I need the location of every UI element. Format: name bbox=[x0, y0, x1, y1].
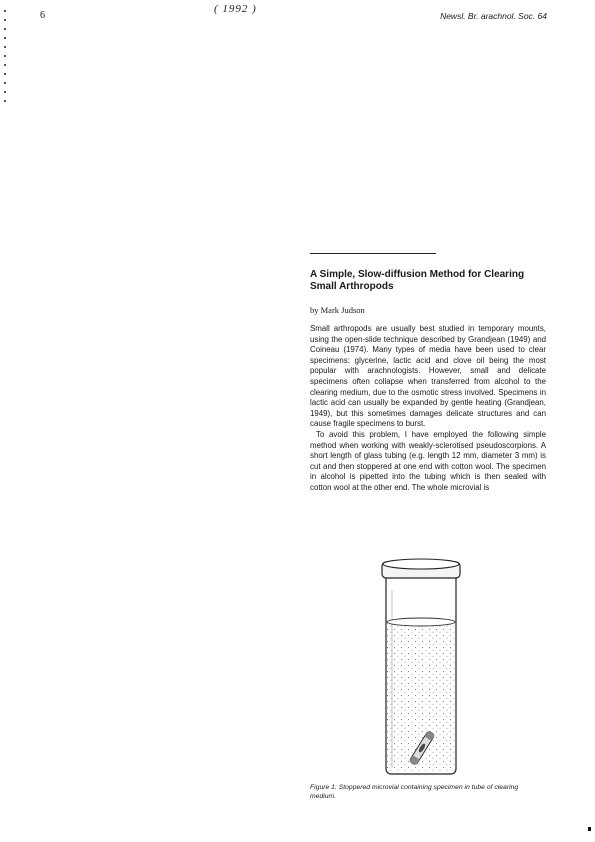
body-paragraph-1: Small arthropods are usually best studied in temporary mounts, using the open-slide technique described by Grandjean (1949) and Coineau (1974). Many types of media have been used to clear specimens: glycerine, lactic acid and clove oil being the most popular with arachnologists. However, small and delicate specimens often collapse when transferred from alcohol to the clearing medium, due to the osmotic stress involved. Specimens in lactic acid can usually be expanded by gentle heating (Grandjean, 1949), but this sometimes damages delicate structures and can cause fragile specimens to burst. bbox=[310, 324, 546, 429]
page-number: 6 bbox=[40, 10, 45, 21]
body-paragraph-2: To avoid this problem, I have employed the following simple method when working with weakly-sclerotised pseudoscorpions. A short length of glass tubing (e.g. length 12 mm, diameter 3 mm) is cut and then stoppered at one end with cotton wool. The specimen in alcohol is pipetted into the tubing which is then sealed with cotton wool at the other end. The whole microvial is bbox=[310, 430, 546, 492]
article-title: A Simple, Slow-diffusion Method for Clearing Small Arthropods bbox=[310, 269, 525, 292]
handwritten-year-note: ( 1992 ) bbox=[214, 3, 257, 15]
corner-mark bbox=[588, 827, 591, 831]
medium-surface bbox=[387, 618, 455, 626]
margin-dots bbox=[4, 10, 6, 105]
running-head: Newsl. Br. arachnol. Soc. 64 bbox=[440, 11, 547, 21]
title-rule bbox=[310, 253, 436, 254]
article-author: by Mark Judson bbox=[310, 305, 365, 315]
lid-top bbox=[383, 559, 459, 569]
microvial-figure bbox=[372, 556, 472, 778]
figure-caption: Figure 1: Stoppered microvial containing specimen in tube of clearing medium. bbox=[310, 784, 519, 800]
